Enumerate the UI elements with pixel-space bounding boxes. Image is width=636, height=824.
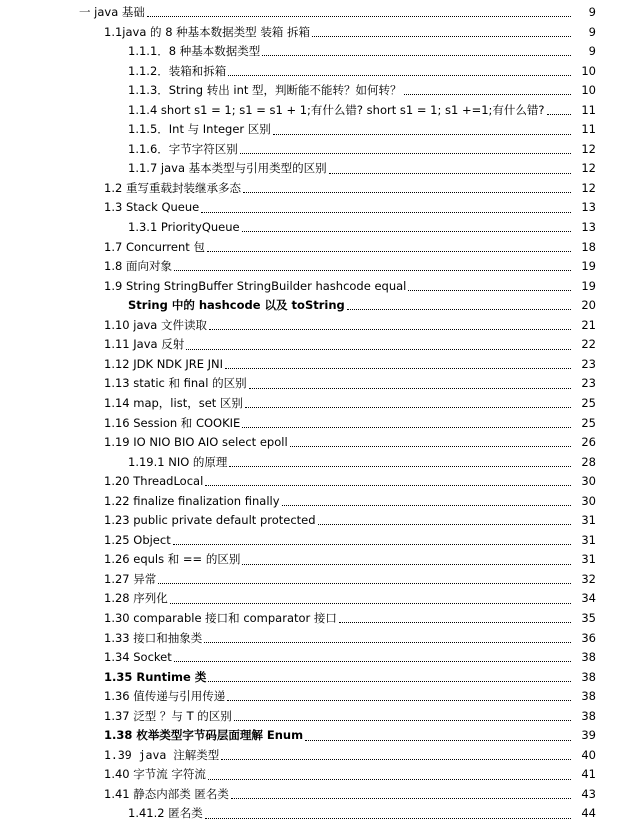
toc-entry[interactable]	[0, 257, 636, 277]
toc-entry-page-number: 9	[588, 44, 596, 59]
toc-entry-page-number: 38	[581, 689, 596, 704]
dot-leader	[158, 582, 571, 584]
toc-entry[interactable]	[0, 629, 636, 649]
toc-entry[interactable]	[0, 707, 636, 727]
dot-leader	[242, 426, 571, 428]
toc-entry-title: 1.36 值传递与引用传递	[104, 689, 226, 704]
toc-entry-page-number: 38	[581, 650, 596, 665]
toc-entry-title: 1.10 java 文件读取	[104, 317, 208, 332]
toc-entry-page-number: 35	[581, 610, 596, 625]
dot-leader	[186, 348, 571, 350]
toc-entry[interactable]	[0, 316, 636, 336]
dot-leader	[282, 504, 571, 506]
dot-leader	[240, 152, 571, 154]
toc-entry-title: 一 java 基础	[79, 5, 145, 20]
dot-leader	[173, 543, 571, 545]
toc-entry-title: 1.20 ThreadLocal	[104, 474, 204, 489]
toc-entry-title: 1.1.7 java 基本类型与引用类型的区别	[128, 161, 327, 176]
toc-entry[interactable]	[0, 277, 636, 297]
toc-entry-title: 1.14 map，list，set 区别	[104, 395, 243, 410]
toc-entry-title: 1.11 Java 反射	[104, 337, 185, 352]
dot-leader	[329, 172, 571, 174]
dot-leader	[231, 797, 571, 799]
toc-entry-page-number: 19	[581, 278, 596, 293]
toc-entry-title: 1.16 Session 和 COOKIE	[104, 415, 241, 430]
dot-leader	[273, 133, 571, 135]
dot-leader	[227, 699, 571, 701]
toc-entry-page-number: 12	[581, 161, 596, 176]
toc-entry[interactable]	[0, 746, 636, 766]
toc-entry-page-number: 44	[581, 806, 596, 821]
toc-entry-page-number: 31	[581, 513, 596, 528]
toc-entry-title: 1.41.2 匿名类	[128, 806, 203, 821]
toc-entry-page-number: 19	[581, 259, 596, 274]
toc-entry[interactable]	[0, 394, 636, 414]
toc-entry-title: 1.26 equls 和 == 的区别	[104, 552, 241, 567]
toc-entry-page-number: 18	[581, 239, 596, 254]
toc-entry-page-number: 9	[588, 24, 596, 39]
toc-entry[interactable]	[0, 42, 636, 62]
toc-entry-title: 1.41 静态内部类 匿名类	[104, 786, 229, 801]
toc-entry-title: 1.33 接口和抽象类	[104, 630, 203, 645]
toc-entry-title: 1.1.5．Int 与 Integer 区别	[128, 122, 271, 137]
toc-entry-page-number: 41	[581, 767, 596, 782]
toc-entry-page-number: 43	[581, 786, 596, 801]
toc-entry-title: 1.1.6．字节字符区别	[128, 141, 238, 156]
toc-entry-page-number: 25	[581, 395, 596, 410]
toc-entry[interactable]	[0, 198, 636, 218]
dot-leader	[318, 523, 571, 525]
toc-entry-title: 1.7 Concurrent 包	[104, 239, 205, 254]
toc-entry-page-number: 32	[581, 571, 596, 586]
toc-entry-title: 1.1.4 short s1 = 1; s1 = s1 + 1;有什么错? short s1 = 1; s1 +=1;有什么错?	[128, 102, 545, 117]
toc-entry-page-number: 31	[581, 552, 596, 567]
toc-entry-title: 1.1java 的 8 种基本数据类型 装箱 拆箱	[104, 24, 310, 39]
toc-entry-page-number: 40	[581, 747, 596, 762]
toc-entry[interactable]	[0, 140, 636, 160]
toc-entry-title: 1.25 Object	[104, 532, 171, 547]
toc-entry-page-number: 38	[581, 708, 596, 723]
toc-entry-title: 1.1.1．8 种基本数据类型	[128, 44, 261, 59]
dot-leader	[339, 621, 571, 623]
toc-entry-title: 1.1.3．String 转出 int 型，判断能不能转？如何转？	[128, 83, 402, 98]
toc-entry[interactable]	[0, 492, 636, 512]
toc-entry[interactable]	[0, 296, 636, 316]
table-of-contents	[0, 3, 636, 824]
toc-entry[interactable]	[0, 609, 636, 629]
dot-leader	[249, 387, 571, 389]
dot-leader	[221, 758, 571, 760]
toc-entry-title: 1.13 static 和 final 的区别	[104, 376, 247, 391]
toc-entry-page-number: 10	[581, 63, 596, 78]
dot-leader	[245, 406, 571, 408]
toc-entry[interactable]	[0, 374, 636, 394]
toc-entry-title: 1.23 public private default protected	[104, 513, 316, 528]
toc-entry-page-number: 21	[581, 317, 596, 332]
toc-entry-page-number: 39	[581, 728, 596, 743]
toc-entry-page-number: 28	[581, 454, 596, 469]
toc-entry[interactable]	[0, 101, 636, 121]
dot-leader	[208, 778, 571, 780]
toc-entry-page-number: 13	[581, 200, 596, 215]
toc-entry[interactable]	[0, 179, 636, 199]
toc-entry-title: 1.3.1 PriorityQueue	[128, 220, 240, 235]
toc-entry[interactable]	[0, 355, 636, 375]
toc-entry-title: 1.30 comparable 接口和 comparator 接口	[104, 610, 337, 625]
toc-entry-page-number: 12	[581, 141, 596, 156]
toc-entry-page-number: 20	[581, 298, 596, 313]
toc-entry[interactable]	[0, 62, 636, 82]
toc-entry-title: 1.34 Socket	[104, 650, 172, 665]
toc-entry[interactable]	[0, 218, 636, 238]
dot-leader	[228, 74, 571, 76]
toc-entry-page-number: 11	[581, 102, 596, 117]
toc-entry-title: 1.8 面向对象	[104, 259, 172, 274]
toc-entry-page-number: 10	[581, 83, 596, 98]
toc-entry-title: 1.19 IO NIO BIO AIO select epoll	[104, 435, 288, 450]
dot-leader	[242, 563, 571, 565]
toc-entry[interactable]	[0, 531, 636, 551]
toc-entry-page-number: 30	[581, 474, 596, 489]
toc-entry[interactable]	[0, 687, 636, 707]
toc-entry-title: String 中的 hashcode 以及 toString	[128, 298, 345, 313]
toc-entry-title: 1.38 枚举类型字节码层面理解 Enum	[104, 728, 304, 743]
toc-entry-page-number: 11	[581, 122, 596, 137]
toc-entry-page-number: 38	[581, 669, 596, 684]
toc-entry-title: 1.19.1 NIO 的原理	[128, 454, 228, 469]
toc-entry-title: 1.37 泛型 ？与 T 的区别	[104, 708, 232, 723]
toc-entry[interactable]	[0, 668, 636, 688]
dot-leader	[242, 230, 571, 232]
toc-entry[interactable]	[0, 785, 636, 805]
toc-entry-title: 1.3 Stack Queue	[104, 200, 200, 215]
toc-entry[interactable]	[0, 511, 636, 531]
dot-leader	[174, 269, 571, 271]
dot-leader	[201, 211, 571, 213]
toc-entry[interactable]	[0, 726, 636, 746]
dot-leader	[305, 739, 571, 741]
dot-leader	[174, 660, 571, 662]
dot-leader	[234, 719, 571, 721]
toc-entry[interactable]	[0, 81, 636, 101]
toc-entry[interactable]	[0, 433, 636, 453]
toc-entry-title: 1.35 Runtime 类	[104, 669, 207, 684]
dot-leader	[290, 445, 571, 447]
toc-entry-page-number: 34	[581, 591, 596, 606]
toc-entry-title: 1.39 java 注解类型	[104, 747, 220, 762]
toc-entry-page-number: 26	[581, 435, 596, 450]
toc-entry-page-number: 12	[581, 180, 596, 195]
dot-leader	[262, 54, 571, 56]
dot-leader	[204, 641, 571, 643]
toc-entry[interactable]	[0, 550, 636, 570]
dot-leader	[170, 602, 571, 604]
toc-entry[interactable]	[0, 335, 636, 355]
toc-entry-title: 1.27 异常	[104, 571, 157, 586]
toc-entry[interactable]	[0, 765, 636, 785]
toc-entry-page-number: 22	[581, 337, 596, 352]
toc-entry[interactable]	[0, 3, 636, 23]
toc-entry-title: 1.28 序列化	[104, 591, 168, 606]
toc-entry-page-number: 25	[581, 415, 596, 430]
dot-leader	[243, 191, 571, 193]
toc-entry-page-number: 23	[581, 356, 596, 371]
dot-leader	[207, 250, 571, 252]
toc-entry-page-number: 31	[581, 532, 596, 547]
toc-entry[interactable]	[0, 648, 636, 668]
toc-entry[interactable]	[0, 238, 636, 258]
dot-leader	[205, 817, 571, 819]
toc-entry-title: 1.2 重写重载封装继承多态	[104, 180, 241, 195]
toc-entry[interactable]	[0, 570, 636, 590]
toc-entry-title: 1.22 finalize finalization finally	[104, 493, 280, 508]
toc-entry-page-number: 23	[581, 376, 596, 391]
dot-leader	[347, 308, 571, 310]
dot-leader	[225, 367, 571, 369]
toc-entry-page-number: 13	[581, 220, 596, 235]
dot-leader	[147, 15, 571, 17]
toc-entry[interactable]	[0, 413, 636, 433]
toc-entry-title: 1.40 字节流 字符流	[104, 767, 206, 782]
dot-leader	[408, 289, 571, 291]
toc-entry[interactable]	[0, 472, 636, 492]
dot-leader	[404, 93, 571, 95]
dot-leader	[547, 113, 571, 115]
toc-entry-page-number: 9	[588, 5, 596, 20]
toc-entry-page-number: 30	[581, 493, 596, 508]
dot-leader	[229, 465, 571, 467]
dot-leader	[205, 484, 571, 486]
toc-entry[interactable]	[0, 159, 636, 179]
toc-entry-page-number: 36	[581, 630, 596, 645]
toc-entry-title: 1.1.2．装箱和拆箱	[128, 63, 227, 78]
dot-leader	[208, 680, 571, 682]
toc-entry[interactable]	[0, 453, 636, 473]
toc-entry[interactable]	[0, 804, 636, 824]
toc-entry[interactable]	[0, 120, 636, 140]
toc-entry[interactable]	[0, 589, 636, 609]
toc-entry-title: 1.9 String StringBuffer StringBuilder hashcode equal	[104, 278, 407, 293]
dot-leader	[209, 328, 571, 330]
toc-entry[interactable]	[0, 23, 636, 43]
toc-entry-title: 1.12 JDK NDK JRE JNI	[104, 356, 224, 371]
dot-leader	[312, 35, 571, 37]
